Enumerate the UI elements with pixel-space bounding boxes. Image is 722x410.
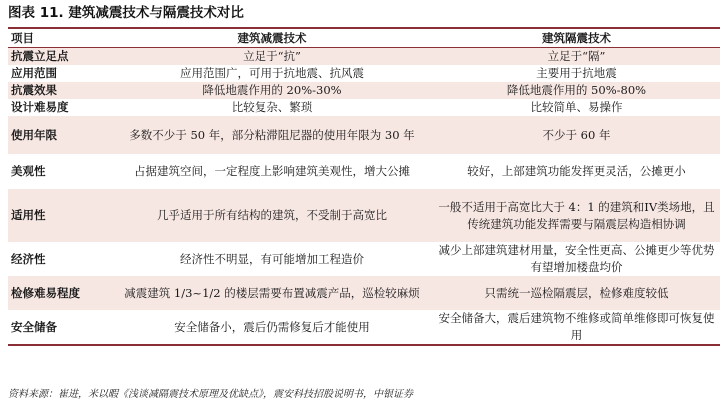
table-row [8,242,720,276]
row-damping: 几乎适用于所有结构的建筑，不受制于高宽比 [111,189,433,242]
row-damping: 减震建筑 1/3~1/2 的楼层需要布置减震产品，巡检较麻烦 [111,276,433,310]
row-item: 设计难易度 [11,100,69,114]
row-item: 抗震效果 [8,82,111,99]
table-row [8,276,720,310]
row-damping: 降低地震作用的 20%-30% [111,82,433,99]
row-damping: 多数不少于 50 年，部分粘滞阻尼器的使用年限为 30 年 [111,116,433,154]
row-item: 经济性 [11,251,46,266]
source-note: 资料来源：崔进，米以暇《浅谈减隔震技术原理及优缺点》，震安科技招股说明书，中银证券 [8,389,413,400]
row-damping: 安全储备小，震后仍需修复后才能使用 [174,319,370,334]
row-item: 应用范围 [11,66,57,80]
row-isolation: 比较简单、易操作 [530,100,623,114]
header-item: 项目 [8,29,111,48]
row-damping: 经济性不明显，有可能增加工程造价 [180,251,364,266]
row-isolation: 安全储备大，震后建筑物不维修或简单维修即可恢复使用 [438,311,715,342]
row-isolation: 减少上部建筑建材用量，安全性更高、公摊更少等优势有望增加楼盘均价 [438,243,715,274]
row-item: 美观性 [11,164,46,178]
comparison-table-wrapper [8,27,720,346]
table-row [8,82,720,99]
header-isolation: 建筑隔震技术 [433,29,720,48]
table-row [8,189,720,242]
figure-title: 图表 11. 建筑减震技术与隔震技术对比 [8,5,244,21]
comparison-table [8,29,720,344]
row-item: 适用性 [8,189,111,242]
row-isolation: 一般不适用于高宽比大于 4：1 的建筑和IV类场地，且传统建筑功能发挥需要与隔震层构造相协调 [433,189,720,242]
row-damping: 应用范围广，可用于抗地震、抗风震 [180,66,364,80]
table-row [8,48,720,66]
table-row [8,99,720,116]
row-item: 使用年限 [8,116,111,154]
row-item: 抗震立足点 [8,48,111,66]
row-item: 检修难易程度 [8,276,111,310]
table-row [8,65,720,82]
row-isolation: 较好，上部建筑功能发挥更灵活，公摊更小 [467,164,686,178]
row-damping: 立足于“抗” [111,48,433,66]
table-row [8,310,720,344]
row-damping: 比较复杂、繁琐 [231,100,313,114]
row-isolation: 主要用于抗地震 [536,66,617,80]
table-header-row [8,29,720,48]
row-isolation: 降低地震作用的 50%-80% [433,82,720,99]
table-row [8,154,720,189]
table-row [8,116,720,154]
header-damping: 建筑减震技术 [111,29,433,48]
row-isolation: 只需统一巡检隔震层，检修难度较低 [433,276,720,310]
row-damping: 占据建筑空间，一定程度上影响建筑美观性，增大公摊 [134,164,410,178]
row-isolation: 立足于“隔” [433,48,720,66]
row-isolation: 不少于 60 年 [433,116,720,154]
row-item: 安全储备 [11,319,57,334]
